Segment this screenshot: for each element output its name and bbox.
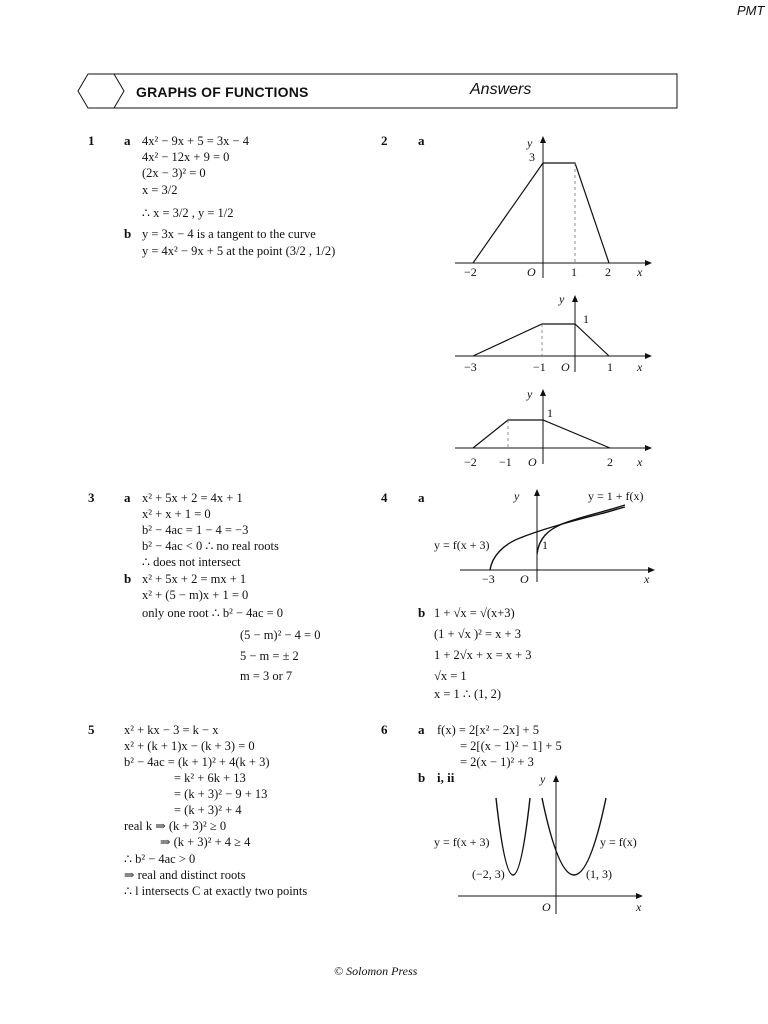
question-number: 2: [381, 133, 388, 148]
origin-label: O: [520, 572, 529, 586]
x-label: x: [636, 900, 642, 914]
graph-q6: [430, 768, 660, 918]
curve-label: y = f(x): [600, 835, 637, 849]
q3a-line: x² + 5x + 2 = 4x + 1: [142, 491, 243, 505]
q5-line: x² + (k + 1)x − (k + 3) = 0: [124, 739, 255, 753]
tick-label: −2: [464, 455, 477, 469]
answers-label: Answers: [470, 81, 532, 98]
x-arrow: [645, 353, 652, 359]
q3a-line: x² + x + 1 = 0: [142, 507, 211, 521]
q1a-line: 4x² − 9x + 5 = 3x − 4: [142, 134, 249, 148]
q5-line: = k² + 6k + 13: [174, 771, 246, 785]
curve-f-x-plus-3: [490, 507, 625, 570]
part-label: a: [418, 490, 425, 505]
tick-label: −1: [533, 360, 546, 374]
part-label: a: [418, 722, 425, 737]
q5-line: = (k + 3)² − 9 + 13: [174, 787, 268, 801]
question-number: 3: [88, 490, 95, 505]
tick-label: 1: [607, 360, 613, 374]
hexagon-icon: [78, 74, 124, 108]
part-label: a: [418, 133, 425, 148]
y-arrow: [540, 389, 546, 396]
graph-q2-3: [455, 386, 655, 476]
curve-label: y = f(x + 3): [434, 538, 490, 552]
q5-line: ⇒ real and distinct roots: [124, 868, 246, 882]
tick-label: −3: [482, 572, 495, 586]
x-label: x: [637, 360, 643, 374]
question-number: 5: [88, 722, 95, 737]
q1a-line: 4x² − 12x + 9 = 0: [142, 150, 230, 164]
tick-label: 1: [542, 538, 548, 552]
q3b-line: x² + 5x + 2 = mx + 1: [142, 572, 247, 586]
tick-label: −3: [464, 360, 477, 374]
q5-line: x² + kx − 3 = k − x: [124, 723, 219, 737]
curve-label: y = f(x + 3): [434, 835, 490, 849]
q4b-line: x = 1 ∴ (1, 2): [434, 687, 502, 701]
tick-label: 1: [547, 406, 553, 420]
q5-line: real k ⇒ (k + 3)² ≥ 0: [124, 819, 227, 833]
q4b-line: √x = 1: [434, 669, 467, 683]
q1b-line: y = 3x − 4 is a tangent to the curve: [142, 227, 316, 241]
y-label: y: [559, 292, 565, 306]
q5-line: ⇒ (k + 3)² + 4 ≥ 4: [160, 835, 251, 849]
question-number: 4: [381, 490, 388, 505]
tick-label: 3: [529, 150, 535, 164]
q1a-line: ∴ x = 3/2 , y = 1/2: [142, 206, 234, 220]
part-label: b: [418, 770, 426, 785]
y-arrow: [572, 295, 578, 302]
q3a-line: ∴ does not intersect: [142, 555, 241, 569]
origin-label: O: [527, 265, 536, 279]
q5-line: ∴ b² − 4ac > 0: [124, 852, 196, 866]
x-label: x: [637, 455, 643, 469]
tick-label: 2: [607, 455, 613, 469]
part-label: b: [418, 605, 426, 620]
q3b-line: 5 − m = ± 2: [240, 649, 299, 663]
origin-label: O: [561, 360, 570, 374]
point-label: (1, 3): [586, 867, 612, 881]
q5-line: ∴ l intersects C at exactly two points: [124, 884, 308, 898]
x-label: x: [644, 572, 650, 586]
q3b-line: only one root ∴ b² − 4ac = 0: [142, 606, 284, 620]
x-label: x: [637, 265, 643, 279]
tick-label: −2: [464, 265, 477, 279]
graph-q2-2: [455, 292, 655, 382]
curve-1-plus-f: [537, 505, 625, 554]
x-arrow: [636, 893, 643, 899]
x-arrow: [645, 260, 652, 266]
q6a-line: = 2[(x − 1)² − 1] + 5: [460, 739, 562, 753]
q3a-line: b² − 4ac < 0 ∴ no real roots: [142, 539, 279, 553]
q3b-line: x² + (5 − m)x + 1 = 0: [142, 588, 249, 602]
tick-label: 1: [571, 265, 577, 279]
q6a-line: f(x) = 2[x² − 2x] + 5: [437, 723, 539, 737]
question-number: 6: [381, 722, 388, 737]
y-label: y: [540, 772, 546, 786]
q3a-line: b² − 4ac = 1 − 4 = −3: [142, 523, 249, 537]
graph-q4: [430, 486, 666, 590]
subpart-label: i, ii: [437, 770, 455, 785]
curve-label: y = 1 + f(x): [588, 489, 644, 503]
graph-q2-1: [455, 128, 655, 288]
y-arrow: [540, 136, 546, 143]
footer-copyright: © Solomon Press: [334, 964, 418, 978]
q3b-line: m = 3 or 7: [240, 669, 293, 683]
page-title: GRAPHS OF FUNCTIONS: [136, 84, 309, 100]
q1a-line: x = 3/2: [142, 183, 178, 197]
curve-f-x-plus-3: [496, 798, 530, 875]
q4b-line: 1 + 2√x + x = x + 3: [434, 648, 532, 662]
graph-curve: [473, 420, 610, 448]
q5-line: = (k + 3)² + 4: [174, 803, 242, 817]
pmt-label: PMT: [737, 3, 765, 18]
y-arrow: [553, 775, 559, 782]
q4b-line: (1 + √x )² = x + 3: [434, 627, 521, 641]
y-label: y: [514, 489, 520, 503]
y-arrow: [534, 489, 540, 496]
q1a-line: (2x − 3)² = 0: [142, 166, 206, 180]
y-label: y: [527, 387, 533, 401]
q3b-line: (5 − m)² − 4 = 0: [240, 628, 321, 642]
curve-f-x: [542, 798, 606, 875]
tick-label: −1: [499, 455, 512, 469]
origin-label: O: [542, 900, 551, 914]
q6a-line: = 2(x − 1)² + 3: [460, 755, 534, 769]
part-label: b: [124, 571, 132, 586]
part-label: a: [124, 133, 131, 148]
tick-label: 1: [583, 312, 589, 326]
graph-curve: [473, 163, 609, 263]
q1b-line: y = 4x² − 9x + 5 at the point (3/2 , 1/2): [142, 244, 336, 258]
part-label: b: [124, 226, 132, 241]
x-arrow: [645, 445, 652, 451]
q5-line: b² − 4ac = (k + 1)² + 4(k + 3): [124, 755, 270, 769]
point-label: (−2, 3): [472, 867, 505, 881]
part-label: a: [124, 490, 131, 505]
tick-label: 2: [605, 265, 611, 279]
question-number: 1: [88, 133, 95, 148]
graph-curve: [473, 324, 609, 356]
y-label: y: [527, 136, 533, 150]
q4b-line: 1 + √x = √(x+3): [434, 606, 515, 620]
origin-label: O: [528, 455, 537, 469]
